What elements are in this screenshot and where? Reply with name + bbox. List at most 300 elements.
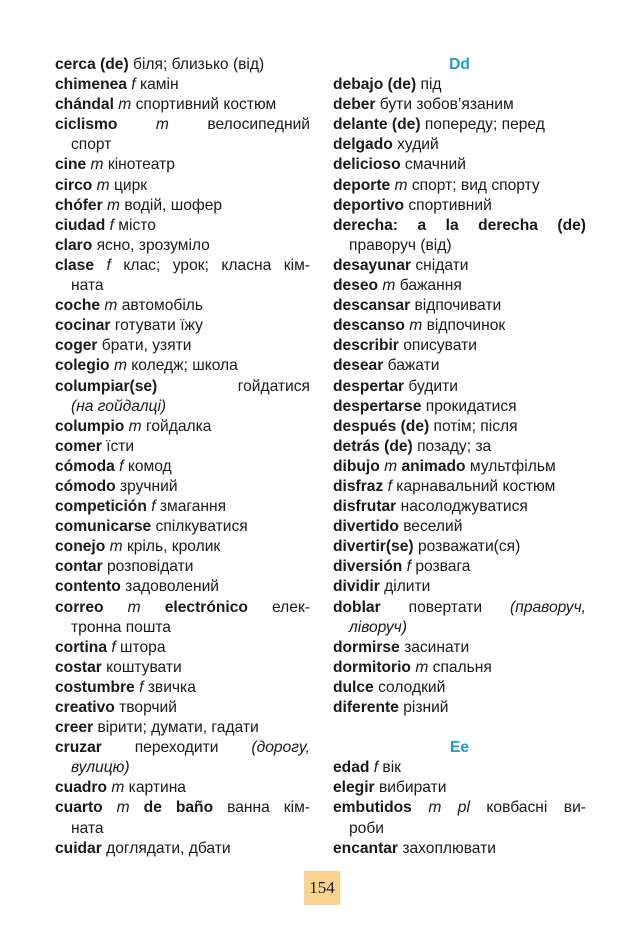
dictionary-entry	[333, 115, 586, 135]
dictionary-entry	[55, 176, 310, 196]
translation: смачний	[400, 156, 466, 174]
headword: de baño	[143, 799, 214, 817]
headword: claro	[55, 236, 93, 254]
translation: спортивний костюм	[131, 96, 277, 114]
translation: змагання	[155, 498, 227, 516]
dictionary-entry	[333, 758, 586, 778]
headword: derecha: a la derecha (de)	[333, 216, 586, 234]
translation: водій, шофер	[120, 196, 223, 214]
translation: вік	[378, 759, 401, 777]
grammar-label: f	[109, 216, 114, 234]
headword: comunicarse	[55, 518, 152, 536]
headword: animado	[401, 457, 466, 475]
entry-line	[333, 457, 586, 477]
left-column	[55, 55, 310, 859]
dictionary-entry	[333, 437, 586, 457]
dictionary-entry	[55, 557, 310, 577]
entry-line	[333, 577, 586, 597]
translation: карнавальний костюм	[391, 477, 556, 495]
grammar-label: m	[384, 457, 398, 475]
entry-line	[55, 336, 310, 356]
dictionary-entry	[333, 537, 586, 557]
dictionary-entry	[333, 256, 586, 276]
dictionary-entry	[55, 598, 310, 638]
headword: descansar	[333, 297, 411, 315]
entry-continuation	[333, 819, 586, 839]
headword: descanso	[333, 317, 405, 335]
translation: камін	[135, 76, 179, 94]
entry-line	[333, 336, 586, 356]
entry-line	[333, 75, 586, 95]
dictionary-entry	[55, 537, 310, 557]
entry-line	[55, 417, 310, 437]
translation: будити	[404, 377, 458, 395]
entry-line	[55, 236, 310, 256]
translation: картина	[124, 779, 186, 797]
grammar-label: m	[96, 176, 110, 194]
usage-note: вулицю)	[71, 759, 130, 777]
right-column	[333, 55, 586, 859]
grammar-label: m	[116, 799, 130, 817]
headword: desayunar	[333, 256, 412, 274]
headword: ciclismo	[55, 116, 118, 134]
translation: клас; урок; класна кім-	[110, 256, 310, 274]
headword: deber	[333, 96, 376, 114]
translation: переходити	[101, 739, 252, 757]
dictionary-entry	[55, 658, 310, 678]
translation: комод	[123, 457, 172, 475]
headword: cuidar	[55, 839, 102, 857]
translation: вірити; думати, гадати	[93, 719, 259, 737]
entry-line	[333, 537, 586, 557]
entry-line	[55, 55, 310, 75]
headword: chimenea	[55, 76, 127, 94]
entry-line	[55, 839, 310, 859]
translation: автомобіль	[117, 297, 204, 315]
dictionary-entry	[55, 55, 310, 75]
grammar-label: f	[151, 498, 156, 516]
entry-line	[55, 95, 310, 115]
grammar-label: m	[409, 317, 423, 335]
entry-line	[55, 296, 310, 316]
dictionary-entry	[55, 678, 310, 698]
grammar-label: f	[119, 457, 124, 475]
entry-line	[55, 316, 310, 336]
translation: велосипедний	[168, 116, 310, 134]
dictionary-entry	[333, 798, 586, 838]
entry-line	[55, 176, 310, 196]
translation: вибирати	[374, 779, 447, 797]
dictionary-entry	[55, 296, 310, 316]
dictionary-entry	[55, 738, 310, 778]
translation: під	[416, 76, 442, 94]
dictionary-entry	[333, 598, 586, 638]
translation: біля; близько (від)	[128, 56, 265, 73]
translation: ковбасні ви-	[469, 799, 586, 817]
dictionary-entry	[55, 256, 310, 296]
grammar-label: m	[107, 196, 121, 214]
translation	[103, 799, 117, 816]
grammar-label: m	[118, 96, 132, 114]
translation: попереду; перед	[420, 116, 545, 134]
dictionary-entry	[55, 778, 310, 798]
section-gap	[333, 718, 586, 738]
grammar-label: m	[111, 779, 125, 797]
entry-line	[333, 196, 586, 216]
headword: diversión	[333, 558, 403, 576]
grammar-label: f	[106, 256, 111, 274]
entry-line	[333, 256, 586, 276]
headword: dulce	[333, 678, 374, 696]
headword: costar	[55, 658, 102, 676]
headword: dormitorio	[333, 658, 411, 676]
translation: спортивний	[404, 196, 492, 214]
translation	[94, 257, 107, 274]
entry-line	[55, 798, 310, 818]
dictionary-entry	[333, 577, 586, 597]
headword: divertir(se)	[333, 538, 414, 556]
headword: disfrutar	[333, 498, 397, 516]
headword: competición	[55, 498, 147, 516]
translation: описувати	[398, 337, 477, 355]
section-header: Dd	[449, 56, 470, 73]
entry-line	[333, 115, 586, 135]
entry-line	[333, 437, 586, 457]
headword: diferente	[333, 699, 399, 716]
dictionary-entry	[333, 517, 586, 537]
entry-continuation	[55, 618, 310, 638]
dictionary-entry	[55, 417, 310, 437]
grammar-label: f	[406, 558, 412, 576]
translation: їсти	[101, 437, 135, 455]
translation: позаду; за	[412, 437, 492, 455]
translation: бути зобов’язаним	[375, 96, 514, 114]
entry-line	[55, 356, 310, 376]
dictionary-entry	[55, 517, 310, 537]
dictionary-entry	[333, 316, 586, 336]
dictionary-entry	[55, 95, 310, 115]
entry-line	[333, 598, 586, 618]
dictionary-entry	[55, 236, 310, 256]
entry-line	[55, 457, 310, 477]
headword: ciudad	[55, 216, 106, 234]
entry-line	[333, 798, 586, 818]
headword: cocinar	[55, 317, 111, 335]
translation: розвага	[411, 558, 471, 576]
translation	[130, 799, 144, 816]
entry-line	[333, 778, 586, 798]
headword: cuadro	[55, 779, 107, 797]
headword: doblar	[333, 598, 381, 616]
translation: спорт; вид спорту	[407, 176, 540, 194]
translation: звичка	[143, 678, 196, 696]
dictionary-entry	[333, 557, 586, 577]
headword: delicioso	[333, 156, 401, 174]
entry-line	[333, 377, 586, 397]
entry-line	[55, 557, 310, 577]
dictionary-entry	[333, 276, 586, 296]
translation: снідати	[411, 256, 469, 274]
translation: творчий	[114, 699, 177, 716]
dictionary-entry	[55, 577, 310, 597]
headword: contento	[55, 578, 121, 596]
section-header: Ee	[449, 739, 470, 757]
translation	[104, 599, 128, 616]
dictionary-entry	[333, 216, 586, 256]
dictionary-entry	[333, 176, 586, 196]
entry-line	[55, 577, 310, 597]
headword: contar	[55, 558, 103, 576]
dictionary-entry	[333, 658, 586, 678]
translation: місто	[113, 216, 156, 234]
headword: cuarto	[55, 799, 103, 817]
translation: задоволений	[120, 578, 220, 596]
translation: спілкуватися	[151, 518, 248, 536]
dictionary-entry	[333, 638, 586, 658]
translation: розважати(ся)	[413, 538, 521, 556]
translation: кінотеатр	[103, 156, 175, 174]
entry-line	[55, 477, 310, 497]
headword: cortina	[55, 638, 107, 656]
grammar-label: m	[155, 116, 169, 134]
headword: delante (de)	[333, 116, 421, 134]
entry-continuation	[333, 618, 586, 638]
entry-line	[333, 417, 586, 437]
translation	[412, 799, 428, 816]
translation: коледж; школа	[126, 357, 238, 375]
dictionary-entry	[55, 336, 310, 356]
entry-line	[55, 718, 310, 738]
dictionary-entry	[55, 839, 310, 859]
dictionary-entry	[55, 718, 310, 738]
translation: відпочивати	[410, 297, 502, 315]
entry-continuation	[55, 819, 310, 839]
entry-line	[55, 497, 310, 517]
dictionary-entry	[333, 477, 586, 497]
entry-line	[55, 437, 310, 457]
entry-line	[55, 598, 310, 618]
entry-line	[55, 698, 310, 718]
headword: electrónico	[164, 598, 248, 616]
entry-line	[55, 678, 310, 698]
dictionary-entry	[333, 336, 586, 356]
headword: conejo	[55, 538, 106, 556]
translation: ясно, зрозуміло	[92, 236, 210, 254]
entry-line	[333, 95, 586, 115]
dictionary-entry	[55, 155, 310, 175]
translation: спорт	[71, 136, 112, 154]
dictionary-entry	[55, 437, 310, 457]
grammar-label: m	[90, 156, 104, 174]
entry-line	[55, 196, 310, 216]
entry-line	[55, 517, 310, 537]
headword: costumbre	[55, 678, 135, 696]
headword: creer	[55, 719, 94, 737]
translation: цирк	[109, 176, 148, 194]
translation: коштувати	[101, 658, 182, 676]
translation: потім; після	[429, 417, 518, 435]
dictionary-entry	[55, 216, 310, 236]
headword: describir	[333, 337, 399, 355]
dictionary-entry	[333, 155, 586, 175]
translation: ванна кім-	[213, 799, 310, 817]
usage-note: ліворуч)	[349, 618, 407, 636]
translation: ділити	[379, 578, 431, 596]
entry-line	[333, 839, 586, 859]
grammar-label: m	[394, 176, 408, 194]
translation: гойдалка	[141, 417, 212, 435]
translation: кріль, кролик	[122, 538, 221, 556]
translation: відпочинок	[422, 317, 506, 335]
grammar-label: m	[104, 297, 118, 315]
entry-continuation	[55, 397, 310, 417]
entry-line	[333, 758, 586, 778]
entry-line	[333, 678, 586, 698]
entry-line	[333, 698, 586, 718]
headword: cine	[55, 156, 87, 174]
dictionary-entry	[333, 196, 586, 216]
dictionary-entry	[333, 75, 586, 95]
headword: comer	[55, 437, 102, 455]
dictionary-entry	[333, 678, 586, 698]
grammar-label: f	[131, 76, 136, 94]
entry-line	[55, 155, 310, 175]
translation: доглядати, дбати	[101, 839, 231, 857]
entry-line	[333, 397, 586, 417]
entry-continuation	[55, 135, 310, 155]
headword: creativo	[55, 699, 115, 716]
translation: захоплювати	[398, 839, 496, 857]
entry-continuation	[55, 276, 310, 296]
headword: despertar	[333, 377, 405, 395]
headword: divertido	[333, 518, 399, 536]
translation: готувати їжу	[110, 317, 203, 335]
dictionary-entry	[55, 316, 310, 336]
translation: прокидатися	[421, 397, 517, 415]
entry-line	[55, 256, 310, 276]
dictionary-entry	[333, 397, 586, 417]
translation: насолоджуватися	[396, 498, 528, 516]
entry-line	[55, 738, 310, 758]
translation	[141, 599, 165, 616]
translation: елек-	[247, 598, 310, 616]
entry-line	[333, 356, 586, 376]
entry-line	[333, 296, 586, 316]
entry-line	[55, 377, 310, 397]
headword: columpio	[55, 417, 125, 435]
headword: coche	[55, 297, 101, 315]
usage-note: (дорогу,	[251, 739, 310, 757]
dictionary-entry	[55, 377, 310, 417]
headword: detrás (de)	[333, 437, 413, 455]
dictionary-entry	[333, 457, 586, 477]
entry-line	[333, 658, 586, 678]
dictionary-entry	[333, 95, 586, 115]
entry-line	[55, 778, 310, 798]
dictionary-entry	[55, 798, 310, 838]
headword: columpiar(se)	[55, 377, 158, 395]
translation: зручний	[115, 477, 178, 495]
headword: correo	[55, 598, 104, 616]
translation: спальня	[428, 658, 492, 676]
headword: delgado	[333, 136, 393, 154]
headword: dibujo	[333, 457, 380, 475]
grammar-label: m pl	[428, 799, 470, 817]
entry-line	[333, 477, 586, 497]
headword: desear	[333, 357, 384, 375]
entry-line	[333, 517, 586, 537]
headword: deporte	[333, 176, 391, 194]
dictionary-entry	[333, 135, 586, 155]
entry-line	[333, 135, 586, 155]
grammar-label: f	[111, 638, 116, 656]
dictionary-entry	[55, 196, 310, 216]
usage-note: (праворуч,	[510, 598, 586, 616]
entry-continuation	[333, 236, 586, 256]
grammar-label: m	[109, 538, 123, 556]
headword: chófer	[55, 196, 103, 214]
translation: веселий	[398, 518, 463, 536]
translation: бажати	[383, 357, 440, 375]
headword: disfraz	[333, 477, 384, 495]
translation: ната	[71, 819, 104, 837]
headword: cómoda	[55, 457, 115, 475]
grammar-label: m	[415, 658, 429, 676]
dictionary-entry	[55, 115, 310, 155]
dictionary-entry	[55, 698, 310, 718]
entry-line	[55, 537, 310, 557]
headword: elegir	[333, 779, 375, 797]
headword: coger	[55, 337, 98, 355]
dictionary-entry	[55, 356, 310, 376]
headword: después (de)	[333, 417, 430, 435]
translation: бажання	[395, 277, 462, 295]
dictionary-entry	[55, 477, 310, 497]
headword: cruzar	[55, 739, 102, 757]
grammar-label: m	[128, 417, 142, 435]
entry-line	[55, 216, 310, 236]
translation: штора	[115, 638, 166, 656]
grammar-label: f	[373, 759, 379, 777]
translation: тронна пошта	[71, 618, 171, 636]
translation: худий	[392, 136, 439, 154]
headword: circo	[55, 176, 93, 194]
dictionary-entry	[333, 417, 586, 437]
dictionary-entry	[55, 638, 310, 658]
dictionary-entry	[333, 497, 586, 517]
translation: праворуч (від)	[349, 236, 452, 254]
entry-continuation	[55, 758, 310, 778]
translation: гойдатися	[157, 377, 310, 395]
grammar-label: m	[382, 277, 396, 295]
headword: deseo	[333, 277, 379, 295]
headword: cerca (de)	[55, 56, 129, 73]
usage-note: (на гойдалці)	[71, 397, 167, 415]
translation: ната	[71, 277, 104, 295]
dictionary-entry	[333, 839, 586, 859]
entry-line	[333, 497, 586, 517]
grammar-label: m	[127, 598, 141, 616]
entry-line	[55, 638, 310, 658]
dictionary-entry	[55, 497, 310, 517]
headword: encantar	[333, 839, 399, 857]
translation: мультфільм	[465, 457, 556, 475]
entry-line	[55, 658, 310, 678]
headword: dormirse	[333, 638, 400, 656]
headword: despertarse	[333, 397, 422, 415]
translation: різний	[398, 699, 449, 716]
dictionary-entry	[55, 457, 310, 477]
